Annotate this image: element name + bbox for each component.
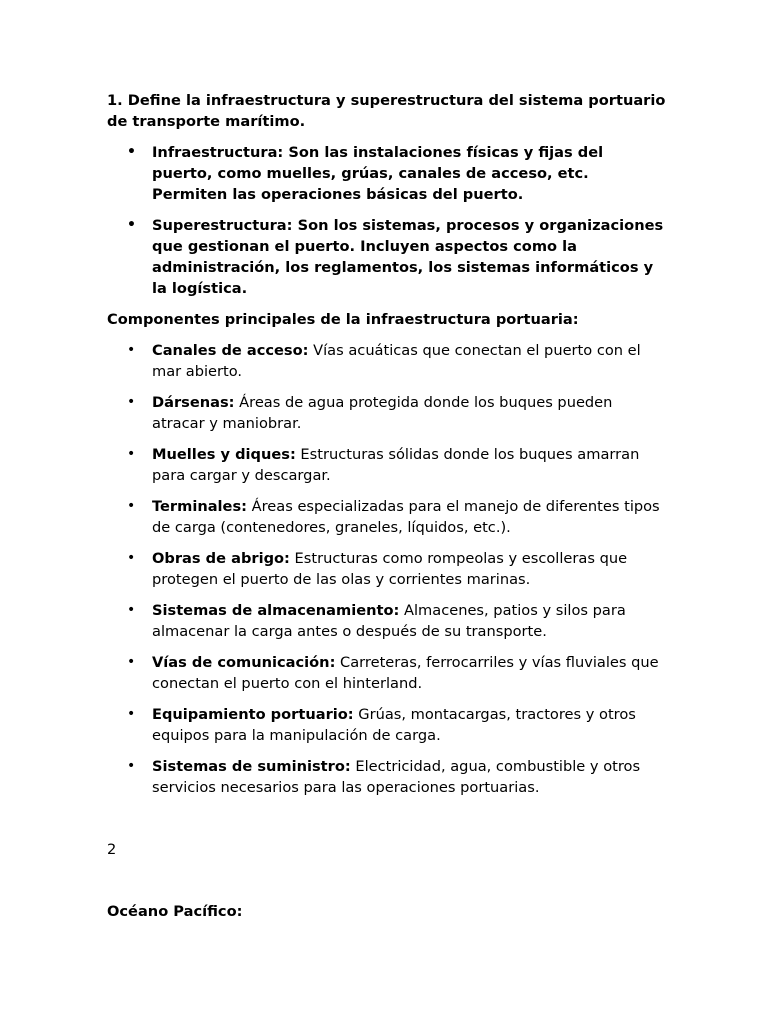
list-item [107, 215, 667, 299]
component-description: Áreas especializadas para el manejo de diferentes tipos de carga (contenedores, graneles, líquidos, etc.). [152, 498, 660, 536]
bullet-icon: • [127, 550, 136, 566]
list-item [107, 548, 667, 590]
bullet-icon: • [127, 446, 136, 462]
component-description: Estructuras sólidas donde los buques amarran para cargar y descargar. [152, 446, 640, 484]
definition-infraestructura: Infraestructura: Son las instalaciones físicas y fijas del puerto, como muelles, grúas, canales de acceso, etc. Permiten las operaciones básicas del puerto. [152, 144, 604, 203]
component-term: Muelles y diques: [152, 446, 296, 463]
list-item [107, 600, 667, 642]
component-description: Almacenes, patios y silos para almacenar la carga antes o después de su transporte. [152, 602, 626, 640]
page-number: 2 [107, 841, 117, 858]
component-term: Dársenas: [152, 394, 235, 411]
list-item [107, 496, 667, 538]
bullet-icon: • [127, 394, 136, 410]
component-term: Canales de acceso: [152, 342, 309, 359]
component-description: Vías acuáticas que conectan el puerto con el mar abierto. [152, 342, 641, 380]
definition-superestructura: Superestructura: Son los sistemas, procesos y organizaciones que gestionan el puerto. Incluyen aspectos como la administración, los reglamentos, los sistemas informáticos y la logística. [152, 217, 664, 297]
bullet-icon: • [127, 654, 136, 670]
definition-list [107, 142, 667, 299]
component-term: Obras de abrigo: [152, 550, 290, 567]
component-term: Terminales: [152, 498, 247, 515]
bullet-icon: • [127, 706, 136, 722]
document-body [107, 90, 667, 808]
list-item [107, 392, 667, 434]
component-term: Sistemas de almacenamiento: [152, 602, 400, 619]
component-term: Sistemas de suministro: [152, 758, 351, 775]
bullet-icon: • [127, 144, 136, 160]
bullet-icon: • [127, 758, 136, 774]
bullet-icon: • [127, 602, 136, 618]
list-item [107, 704, 667, 746]
component-description: Áreas de agua protegida donde los buques pueden atracar y maniobrar. [152, 394, 613, 432]
component-description: Carreteras, ferrocarriles y vías fluviales que conectan el puerto con el hinterland. [152, 654, 659, 692]
section-title: Océano Pacífico: [107, 903, 243, 920]
list-item [107, 340, 667, 382]
components-list [107, 340, 667, 798]
component-description: Electricidad, agua, combustible y otros servicios necesarios para las operaciones portuarias. [152, 758, 641, 796]
list-item [107, 142, 667, 205]
list-item [107, 652, 667, 694]
bullet-icon: • [127, 217, 136, 233]
components-title: Componentes principales de la infraestructura portuaria: [107, 311, 579, 328]
component-description: Grúas, montacargas, tractores y otros equipos para la manipulación de carga. [152, 706, 636, 744]
list-item [107, 444, 667, 486]
component-term: Equipamiento portuario: [152, 706, 354, 723]
list-item [107, 756, 667, 798]
component-description: Estructuras como rompeolas y escolleras que protegen el puerto de las olas y corrientes marinas. [152, 550, 628, 588]
bullet-icon: • [127, 498, 136, 514]
question-title: 1. Define la infraestructura y superestructura del sistema portuario de transporte marítimo. [107, 92, 666, 130]
component-term: Vías de comunicación: [152, 654, 336, 671]
bullet-icon: • [127, 342, 136, 358]
